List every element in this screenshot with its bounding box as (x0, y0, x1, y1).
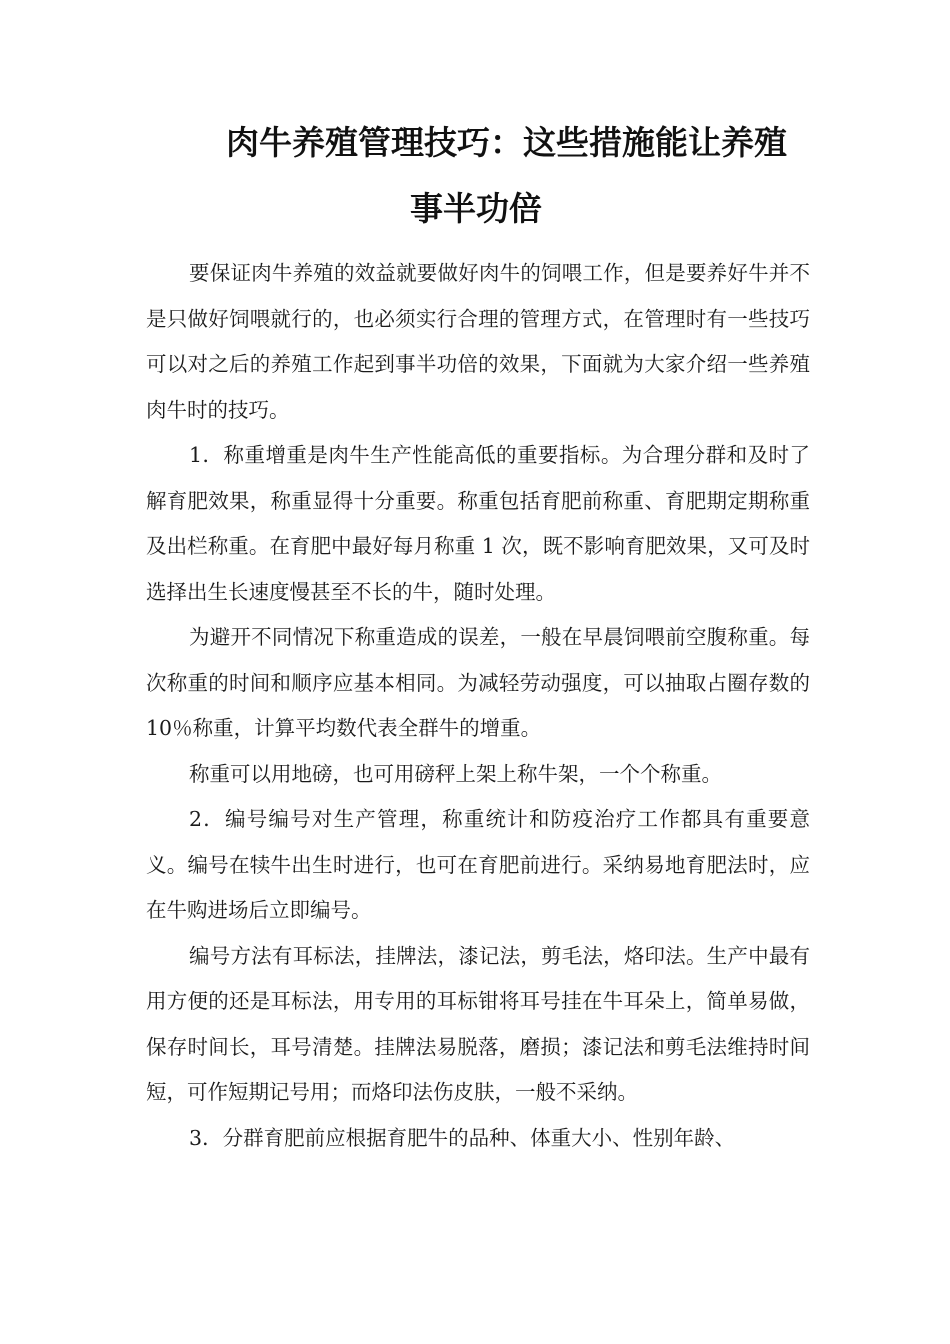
document-title-line1: 肉牛养殖管理技巧：这些措施能让养殖 (226, 123, 787, 162)
paragraph-grouping: 3．分群育肥前应根据育肥牛的品种、体重大小、性别年龄、 (189, 1125, 736, 1150)
document-body (146, 251, 810, 1161)
paragraph-weighing: 1．称重增重是肉牛生产性能高低的重要指标。为合理分群和及时了解育肥效果，称重显得十分重要。称重包括育肥前称重、育肥期定期称重及出栏称重。在育肥中最好每月称重 1 次，既不影响育肥效果，又可及时选择出生长速度慢甚至不长的牛，随时处理。 (146, 443, 810, 604)
paragraph-numbering-methods: 编号方法有耳标法，挂牌法，漆记法，剪毛法，烙印法。生产中最有用方便的还是耳标法，用专用的耳标钳将耳号挂在牛耳朵上，简单易做，保存时间长，耳号清楚。挂牌法易脱落，磨损；漆记法和剪毛法维持时间短，可作短期记号用；而烙印法伤皮肤，一般不采纳。 (146, 943, 810, 1104)
paragraph-numbering: 2．编号编号对生产管理，称重统计和防疫治疗工作都具有重要意义。编号在犊牛出生时进行，也可在育肥前进行。采纳易地育肥法时，应在牛购进场后立即编号。 (146, 807, 810, 922)
paragraph-intro: 要保证肉牛养殖的效益就要做好肉牛的饲喂工作，但是要养好牛并不是只做好饲喂就行的，也必须实行合理的管理方式，在管理时有一些技巧可以对之后的养殖工作起到事半功倍的效果，下面就为大家介绍一些养殖肉牛时的技巧。 (146, 261, 810, 422)
paragraph-weighing-method: 为避开不同情况下称重造成的误差，一般在早晨饲喂前空腹称重。每次称重的时间和顺序应基本相同。为减轻劳动强度，可以抽取占圈存数的 10％称重，计算平均数代表全群牛的增重。 (146, 625, 810, 740)
paragraph-weighing-tools: 称重可以用地磅，也可用磅秤上架上称牛架，一个个称重。 (189, 761, 723, 786)
document-title-line2: 事半功倍 (410, 189, 542, 228)
